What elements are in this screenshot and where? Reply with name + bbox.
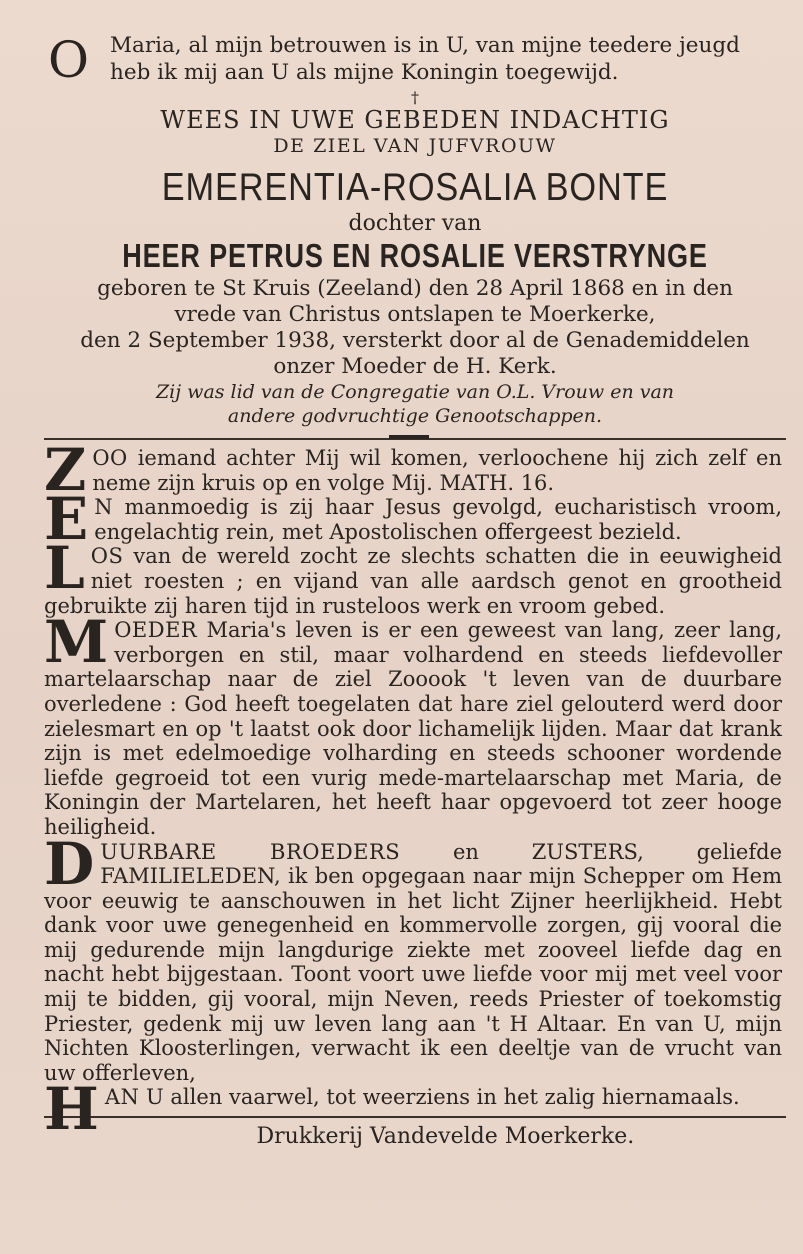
header-block [44, 90, 786, 428]
drop-cap: H [44, 1075, 99, 1144]
divider [44, 438, 786, 440]
drop-cap: D [44, 829, 95, 898]
paragraph-text: en ZUSTERS, geliefde FAMILIELEDEN, ik ben opgegaan naar mijn Schepper om Hem voor eeuwig te aanschouwen in het licht Zijner heerlijkheid. Hebt dank voor uwe genegenheid en kommervolle zorgen, gij vooral die mij gedurende mijn langdurige ziekte met zooveel liefde dag en nacht hebt bijgestaan. Toont voort uwe liefde voor mij met veel voor mij te bidden, gij vooral, mijn Neven, reeds Priester of toekomstig Priester, gedenk mij uw leven lang aan 't H Altaar. En van U, mijn Nichten Kloosterlingen, verwacht ik een deeltje van de vrucht van uw offerleven, [44, 839, 782, 1085]
footer-divider [44, 1116, 786, 1118]
divider-ornament [389, 435, 429, 439]
opening-prayer [44, 30, 781, 88]
lead-text: OS [90, 544, 124, 569]
header-line-1: WEES IN UWE GEBEDEN INDACHTIG [160, 106, 670, 134]
paragraph-text: Maria's leven is er een geweest van lang, zeer lang, verborgen en stil, maar volhardend en steeds liefdevoller martelaarschap naar de ziel Zooook 't leven van de duurbare overledene : God heeft toegelaten dat hare ziel gelouterd werd door zielesmart en op 't laatst ook door lichamelijk lijden. Maar dat krank zijn is met edelmoedige volharding en steeds schooner wordende liefde gegroeid tot een vurig mede-martelaarschap met Maria, de Koningin der Martelaren, het heeft haar opgevoerd tot zeer hooge heiligheid. [44, 618, 782, 839]
cross-icon: † [411, 88, 419, 107]
lead-text: OEDER [114, 618, 198, 643]
lead-text: UURBARE BROEDERS [100, 839, 401, 864]
born-line-4: onzer Moeder de H. Kerk. [273, 354, 557, 379]
printer-credit: Drukkerij Vandevelde Moerkerke. [256, 1124, 635, 1150]
paragraph-zoo [44, 436, 782, 504]
drop-cap: L [44, 534, 85, 603]
born-line-1: geboren te St Kruis (Zeeland) den 28 April 1868 en in den [97, 276, 733, 301]
parents-names: HEER PETRUS EN ROSALIE VERSTRYNGE [122, 237, 708, 274]
opening-initial: O [48, 31, 89, 89]
drop-cap: M [44, 608, 109, 677]
header-line-2: DE ZIEL VAN JUFVROUW [273, 135, 557, 157]
lead-text: OO [92, 446, 128, 470]
paragraph-en [44, 485, 782, 554]
opening-text: Maria, al mijn betrouwen is in U, van mijne teedere jeugd heb ik mij aan U als mijne Koningin toegewijd. [110, 33, 740, 85]
born-line-2: vrede van Christus ontslapen te Moerkerke, [174, 302, 656, 327]
lead-text: AN [104, 1085, 140, 1110]
paragraph-duurbare [44, 829, 782, 1086]
dochter-van: dochter van [348, 211, 482, 236]
paragraph-text: U allen vaarwel, tot weerziens in het zalig hiernamaals. [139, 1085, 740, 1110]
paragraph-text: van de wereld zocht ze slechts schatten die in eeuwigheid niet roesten ; en vijand van alle aardsch genot en grootheid gebruikte zij haren tijd in rusteloos werk en vroom gebed. [44, 544, 782, 618]
paragraph-text: manmoedig is zij haar Jesus gevolgd, eucharistisch vroom, engelachtig rein, met Apostolischen offergeest bezield. [94, 495, 782, 544]
congregation-line-1: Zij was lid van de Congregatie van O.L. Vrouw en van [155, 381, 675, 403]
lead-text: N [94, 495, 114, 520]
born-line-3: den 2 September 1938, versterkt door al de Genademiddelen [80, 328, 750, 353]
drop-cap: E [44, 485, 89, 554]
paragraph-moeder [44, 608, 782, 839]
drop-cap: Z [44, 436, 87, 504]
congregation-line-2: andere godvruchtige Genootschappen. [227, 405, 603, 427]
deceased-name: EMERENTIA-ROSALIA BONTE [161, 166, 669, 209]
paragraph-los [44, 534, 782, 618]
paragraph-text: iemand achter Mij wil komen, verloochene hij zich zelf en neme zijn kruis op en volge Mij. MATH. 16. [92, 446, 782, 495]
